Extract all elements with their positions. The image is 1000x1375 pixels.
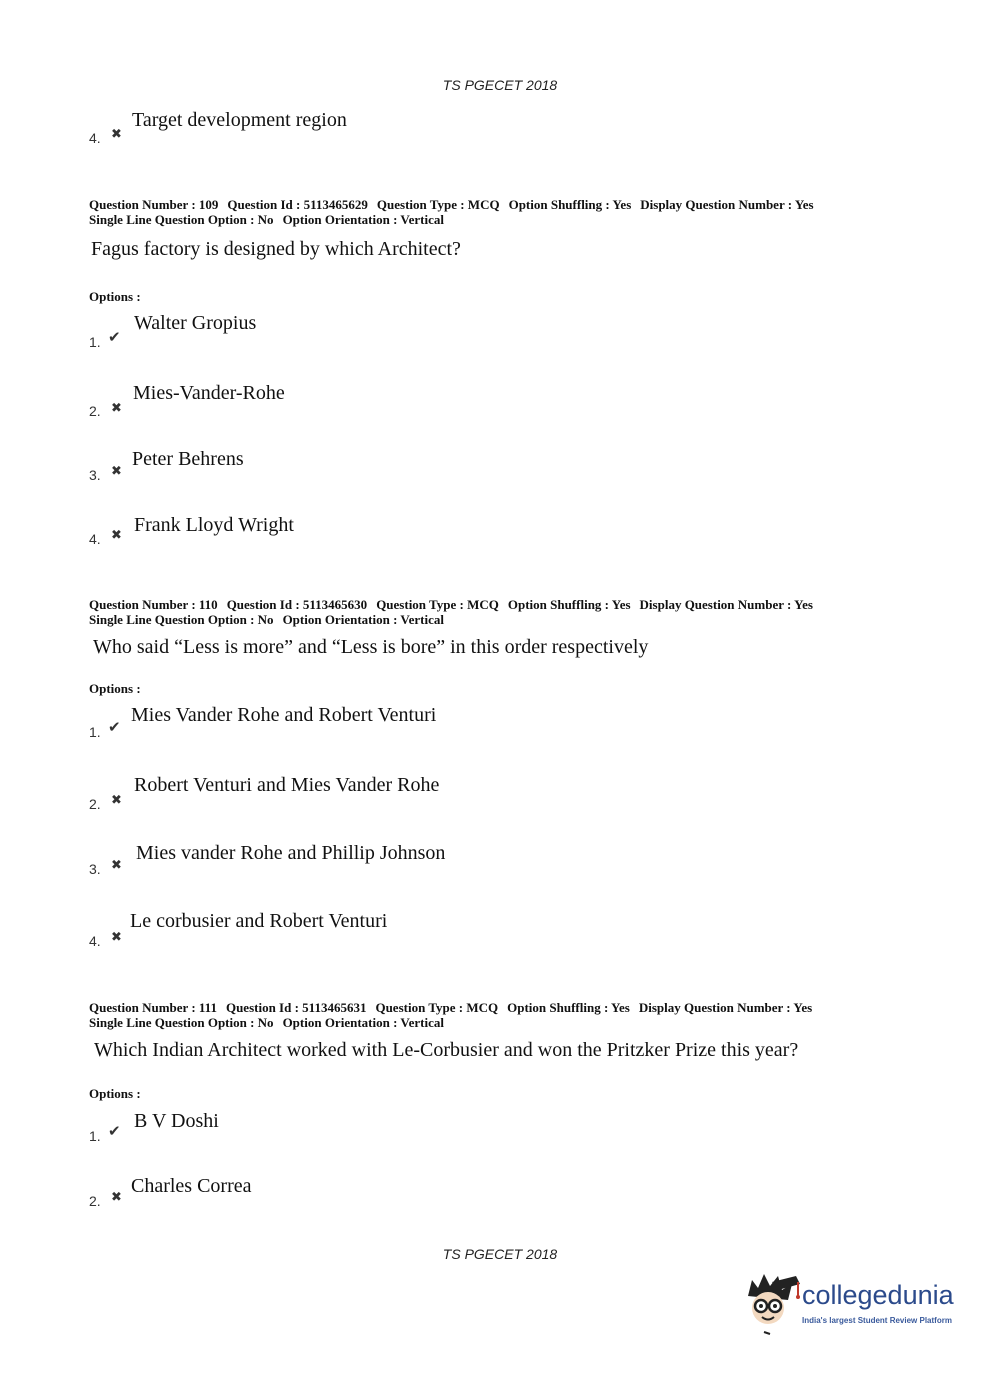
option-text: Walter Gropius [134, 312, 257, 334]
option-number: 4. [89, 531, 101, 547]
option-number: 4. [89, 130, 101, 146]
option-number: 4. [89, 933, 101, 949]
logo-wordmark: collegedunia [802, 1280, 954, 1310]
question-text: Who said “Less is more” and “Less is bore” in this order respectively [93, 636, 649, 658]
option-text: Peter Behrens [132, 448, 244, 470]
option-number: 3. [89, 861, 101, 877]
option-number: 1. [89, 1128, 101, 1144]
option-number: 1. [89, 724, 101, 740]
wrong-mark-icon: ✖ [111, 792, 122, 807]
option-text: Mies-Vander-Rohe [133, 382, 285, 404]
option-text: Target development region [132, 109, 347, 131]
options-label: Options : [89, 1086, 141, 1101]
wrong-mark-icon: ✖ [111, 857, 122, 872]
question-text: Which Indian Architect worked with Le-Corbusier and won the Pritzker Prize this year? [94, 1039, 799, 1061]
option-text: Frank Lloyd Wright [134, 514, 294, 536]
option-text: Mies Vander Rohe and Robert Venturi [131, 704, 437, 726]
wrong-mark-icon: ✖ [111, 527, 122, 542]
wrong-mark-icon: ✖ [111, 1189, 122, 1204]
option-text: B V Doshi [134, 1110, 219, 1132]
page-footer: TS PGECET 2018 [442, 1246, 558, 1262]
correct-mark-icon: ✔ [108, 1124, 121, 1140]
option-text: Robert Venturi and Mies Vander Rohe [134, 774, 440, 796]
option-number: 3. [89, 467, 101, 483]
wrong-mark-icon: ✖ [111, 463, 122, 478]
question-metadata: Question Number : 111 Question Id : 5113465631 Question Type : MCQ Option Shuffling : Yes Display Question Number : Yes Single Line Question Option : No Option Orientation : Vertical [89, 1000, 813, 1030]
page-header: TS PGECET 2018 [442, 77, 558, 93]
wrong-mark-icon: ✖ [111, 929, 122, 944]
option-number: 2. [89, 1193, 101, 1209]
question-metadata: Question Number : 109 Question Id : 5113465629 Question Type : MCQ Option Shuffling : Yes Display Question Number : Yes Single Line Question Option : No Option Orientation : Vertical [89, 197, 814, 227]
option-text: Charles Correa [131, 1175, 252, 1197]
wrong-mark-icon: ✖ [111, 126, 122, 141]
options-label: Options : [89, 681, 141, 696]
question-text: Fagus factory is designed by which Architect? [91, 238, 461, 260]
wrong-mark-icon: ✖ [111, 400, 122, 415]
logo-tagline: India's largest Student Review Platform [802, 1316, 952, 1325]
correct-mark-icon: ✔ [108, 330, 121, 346]
correct-mark-icon: ✔ [108, 720, 121, 736]
mascot-icon [742, 1268, 802, 1340]
option-text: Le corbusier and Robert Venturi [130, 910, 388, 932]
options-label: Options : [89, 289, 141, 304]
option-number: 2. [89, 796, 101, 812]
option-number: 2. [89, 403, 101, 419]
option-number: 1. [89, 334, 101, 350]
question-metadata: Question Number : 110 Question Id : 5113465630 Question Type : MCQ Option Shuffling : Yes Display Question Number : Yes Single Line Question Option : No Option Orientation : Vertical [89, 597, 813, 627]
collegedunia-logo [742, 1268, 972, 1340]
option-text: Mies vander Rohe and Phillip Johnson [136, 842, 446, 864]
